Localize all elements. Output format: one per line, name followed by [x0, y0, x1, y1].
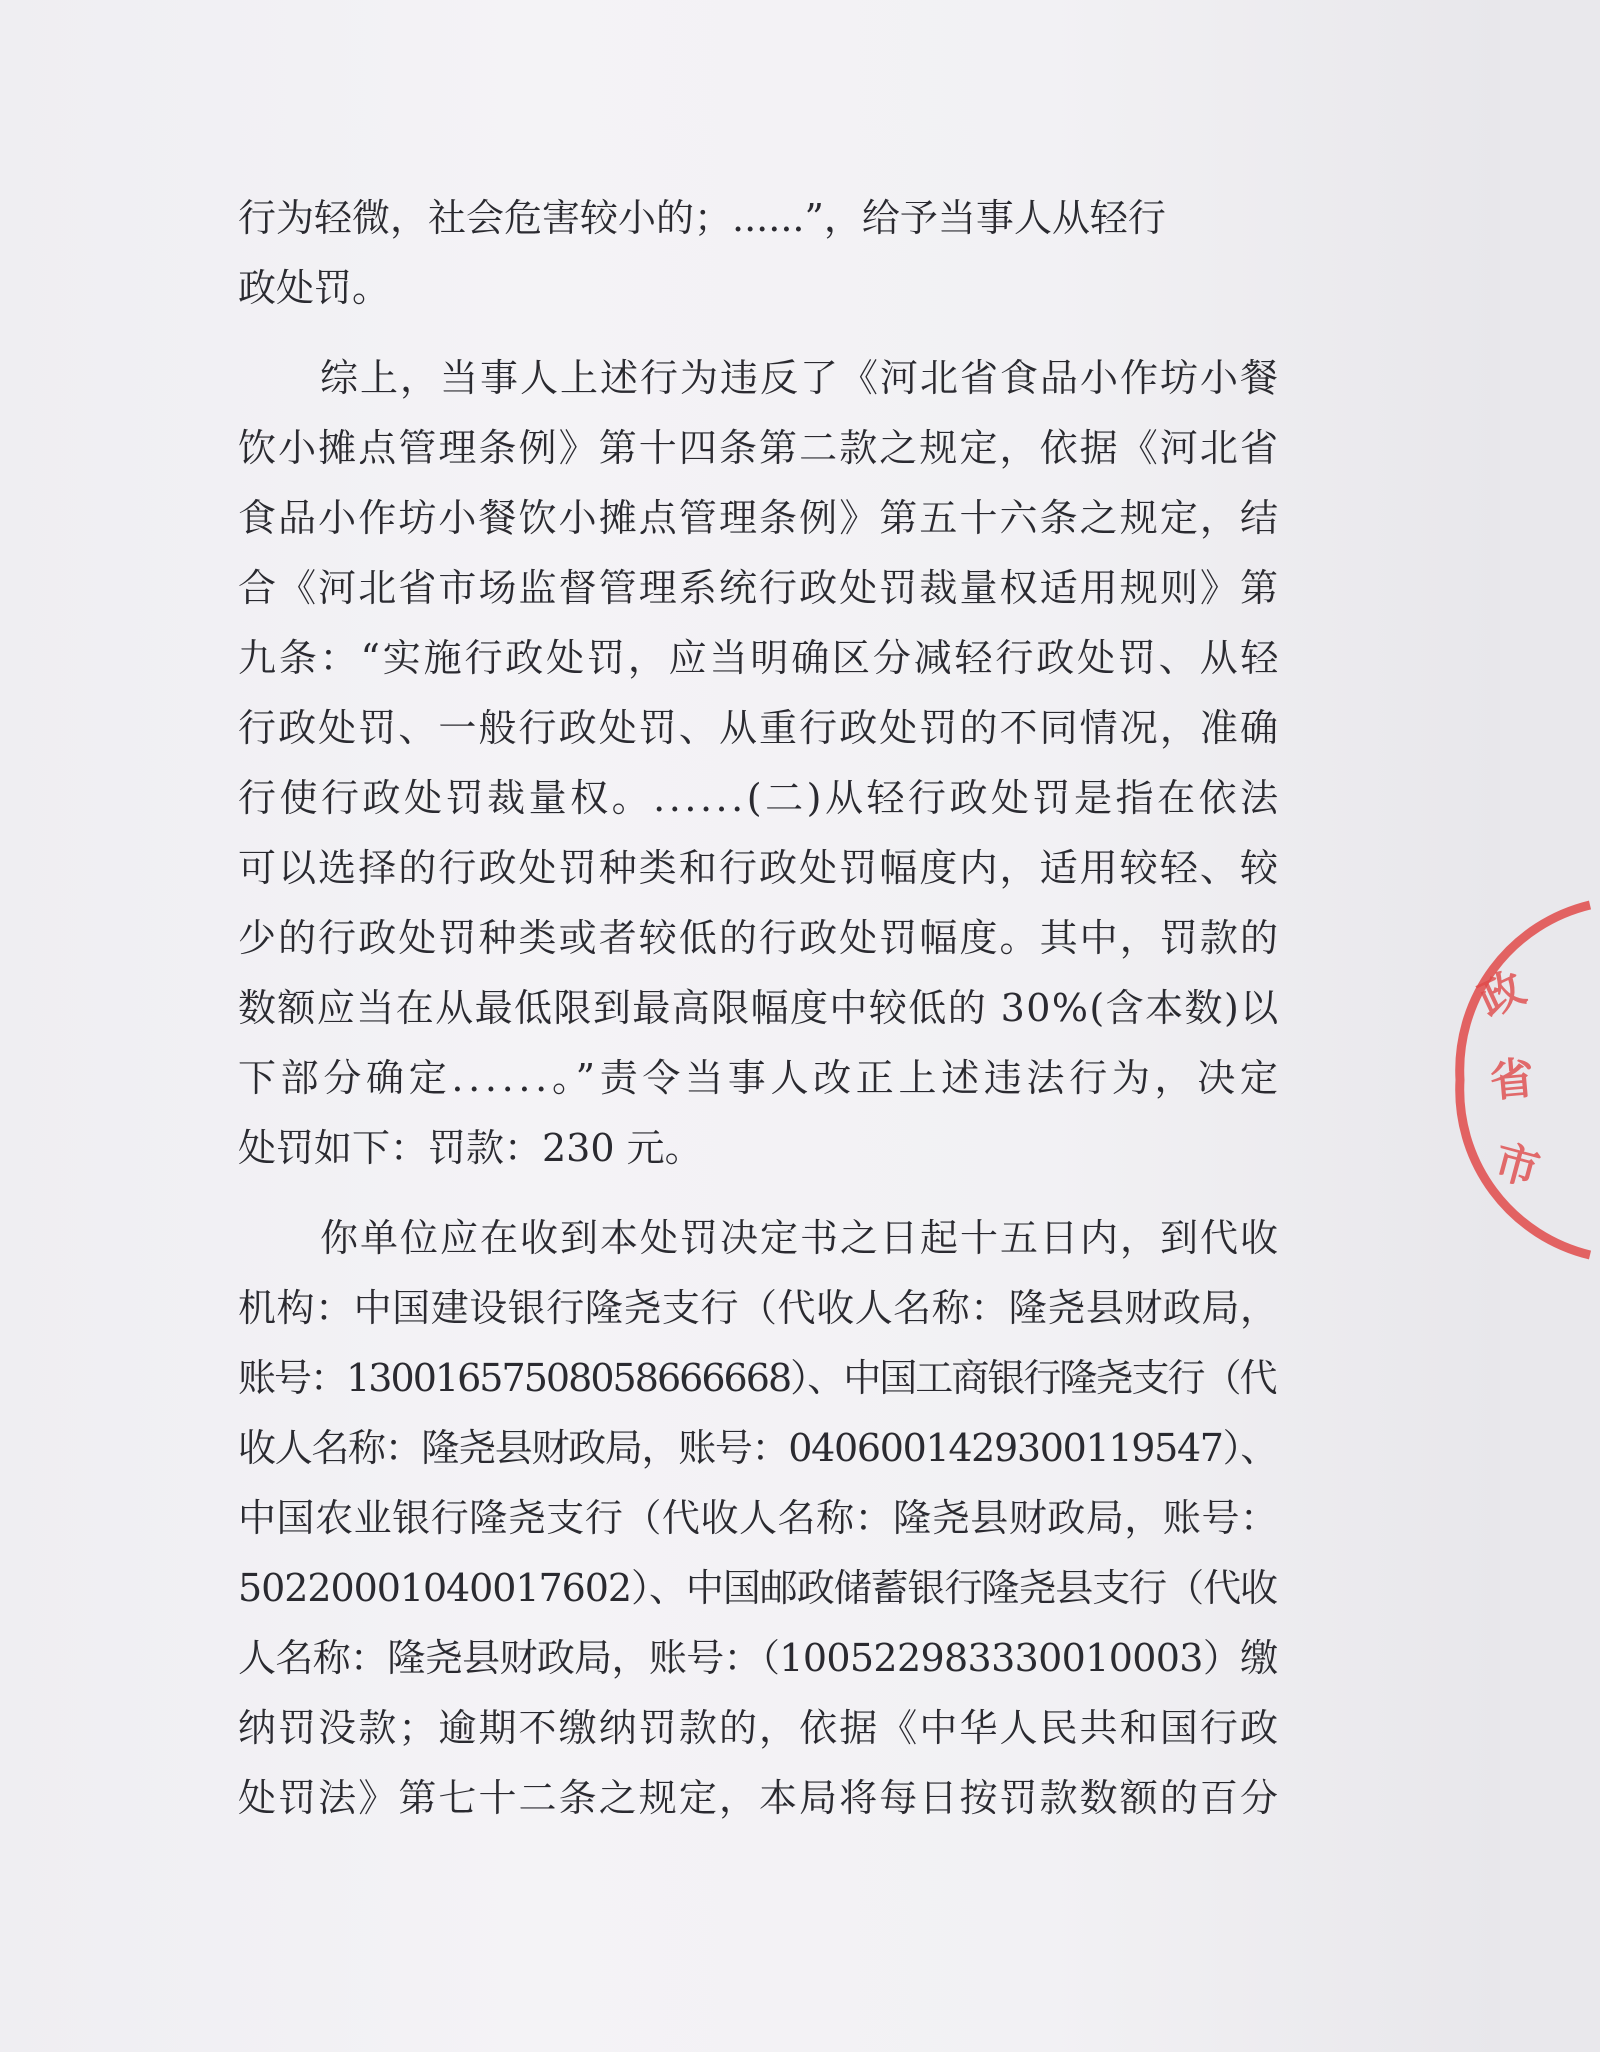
text-line-11: 少的行政处罚种类或者较低的行政处罚幅度。其中，罚款的 — [238, 916, 1281, 960]
text-line-15: 你单位应在收到本处罚决定书之日起十五日内，到代收 — [320, 1216, 1281, 1260]
text-line-2: 政处罚。 — [238, 266, 391, 310]
text-line-19: 中国农业银行隆尧支行（代收人名称：隆尧县财政局，账号： — [238, 1496, 1279, 1540]
text-line-14: 处罚如下：罚款：230 元。 — [238, 1126, 703, 1170]
text-line-7: 九条：“实施行政处罚，应当明确区分减轻行政处罚、从轻 — [238, 636, 1282, 680]
text-line-23: 处罚法》第七十二条之规定，本局将每日按罚款数额的百分 — [238, 1776, 1281, 1820]
text-line-3: 综上，当事人上述行为违反了《河北省食品小作坊小餐 — [320, 356, 1281, 400]
text-line-16: 机构：中国建设银行隆尧支行（代收人名称：隆尧县财政局， — [238, 1286, 1279, 1330]
text-line-6: 合《河北省市场监督管理系统行政处罚裁量权适用规则》第 — [238, 566, 1281, 610]
text-line-18: 收人名称：隆尧县财政局，账号：0406001429300119547）、 — [238, 1426, 1278, 1470]
svg-text:政: 政 — [1471, 962, 1533, 1028]
text-line-4: 饮小摊点管理条例》第十四条第二款之规定，依据《河北省 — [238, 426, 1281, 470]
text-line-10: 可以选择的行政处罚种类和行政处罚幅度内，适用较轻、较 — [238, 846, 1281, 890]
text-line-13: 下部分确定......。”责令当事人改正上述违法行为，决定 — [238, 1056, 1283, 1100]
text-line-17: 账号：13001657508058666668）、中国工商银行隆尧支行（代 — [238, 1356, 1276, 1400]
svg-text:市: 市 — [1488, 1135, 1545, 1197]
text-line-12: 数额应当在从最低限到最高限幅度中较低的 30%(含本数)以 — [238, 986, 1280, 1030]
text-line-22: 纳罚没款；逾期不缴纳罚款的，依据《中华人民共和国行政 — [238, 1706, 1281, 1750]
text-line-21: 人名称：隆尧县财政局，账号：（100522983330010003）缴 — [238, 1636, 1278, 1680]
svg-text:省: 省 — [1487, 1053, 1537, 1108]
text-line-20: 50220001040017602）、中国邮政储蓄银行隆尧县支行（代收 — [238, 1566, 1277, 1610]
text-line-8: 行政处罚、一般行政处罚、从重行政处罚的不同情况，准确 — [238, 706, 1281, 750]
text-line-9: 行使行政处罚裁量权。......(二)从轻行政处罚是指在依法 — [238, 776, 1282, 820]
text-line-5: 食品小作坊小餐饮小摊点管理条例》第五十六条之规定，结 — [238, 496, 1281, 540]
text-line-1: 行为轻微，社会危害较小的；......”，给予当事人从轻行 — [238, 196, 1166, 240]
official-seal — [1440, 895, 1600, 1265]
